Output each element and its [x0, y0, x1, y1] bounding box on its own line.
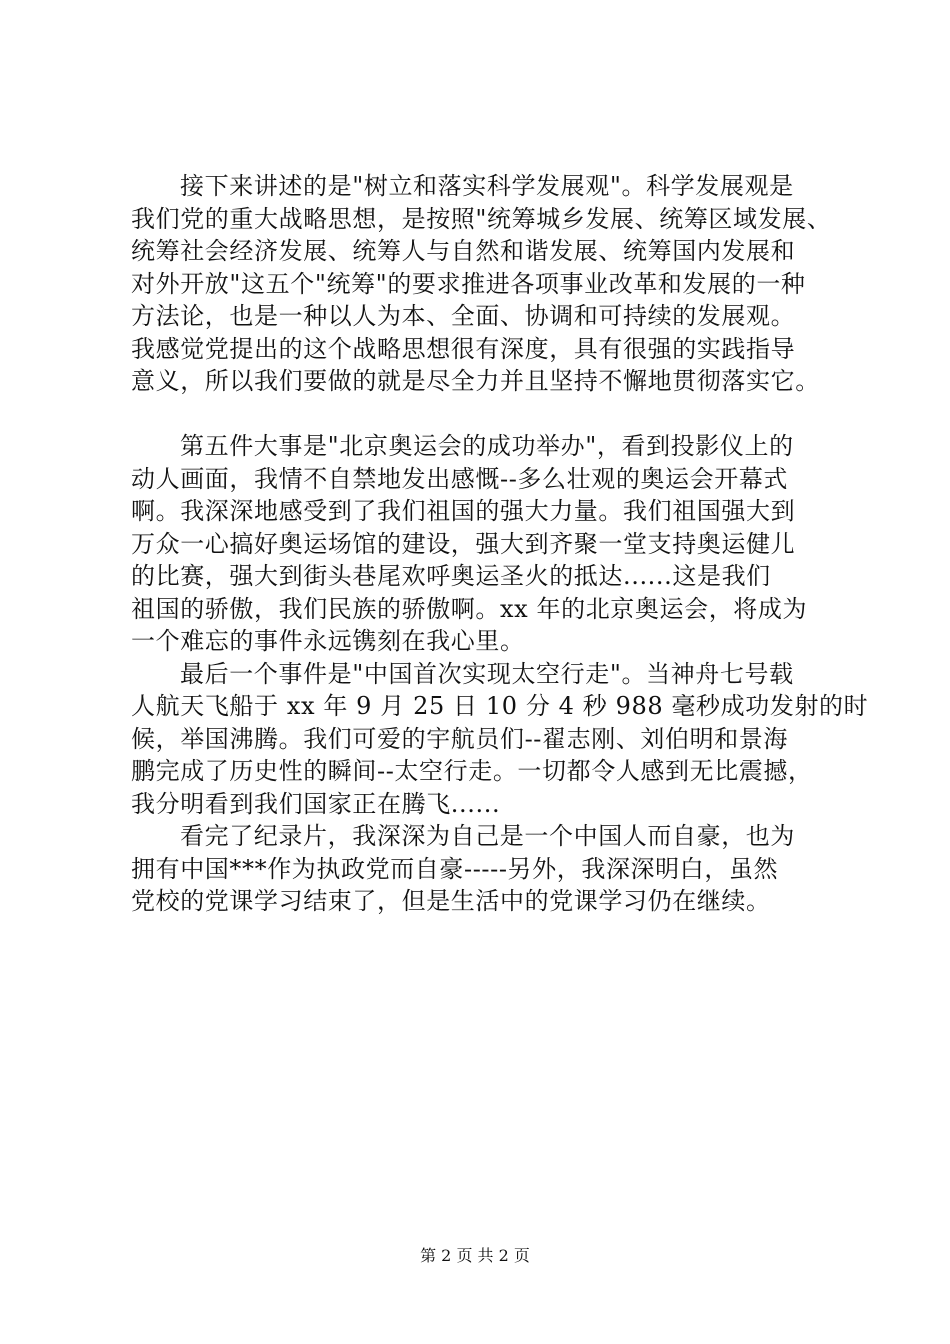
paragraph-line: 拥有中国***作为执政党而自豪-----另外，我深深明白，虽然 [131, 854, 779, 883]
paragraph-line: 意义，所以我们要做的就是尽全力并且坚持不懈地贯彻落实它。 [131, 367, 820, 395]
paragraph-line: 鹏完成了历史性的瞬间--太空行走。一切都令人感到无比震撼， [131, 757, 813, 785]
paragraph-line: 一个难忘的事件永远镌刻在我心里。 [131, 627, 525, 655]
paragraph-line: 人航天飞船于 xx 年 9 月 25 日 10 分 4 秒 988 毫秒成功发射的时 [131, 692, 869, 720]
paragraph-line: 动人画面，我情不自禁地发出感慨--多么壮观的奥运会开幕式 [131, 464, 789, 493]
paragraph-line: 接下来讲述的是"树立和落实科学发展观"。科学发展观是 [180, 172, 794, 200]
paragraph-line: 统筹社会经济发展、统筹人与自然和谐发展、统筹国内发展和 [131, 237, 796, 265]
paragraph-line: 万众一心搞好奥运场馆的建设，强大到齐聚一堂支持奥运健儿 [131, 529, 796, 558]
paragraph-spacer [131, 398, 831, 431]
paragraph-line: 对外开放"这五个"统筹"的要求推进各项事业改革和发展的一种 [131, 269, 806, 298]
paragraph-spacewalk [131, 658, 869, 821]
page-number-footer: 第 2 页 共 2 页 [420, 1246, 530, 1265]
paragraph-science-outlook [131, 170, 831, 398]
document-body [131, 170, 869, 918]
paragraph-line: 看完了纪录片，我深深为自己是一个中国人而自豪，也为 [180, 822, 795, 850]
paragraph-olympics [131, 430, 831, 658]
paragraph-line: 最后一个事件是"中国首次实现太空行走"。当神舟七号载 [180, 659, 794, 688]
paragraph-line: 我感觉党提出的这个战略思想很有深度，具有很强的实践指导 [131, 334, 796, 363]
paragraph-line: 我分明看到我们国家正在腾飞...... [131, 789, 501, 818]
paragraph-line: 候，举国沸腾。我们可爱的宇航员们--翟志刚、刘伯明和景海 [131, 724, 789, 753]
paragraph-line: 祖国的骄傲，我们民族的骄傲啊。xx 年的北京奥运会，将成为 [131, 594, 808, 623]
paragraph-line: 的比赛，强大到街头巷尾欢呼奥运圣火的抵达......这是我们 [131, 562, 771, 590]
paragraph-line: 方法论，也是一种以人为本、全面、协调和可持续的发展观。 [131, 302, 796, 330]
paragraph-line: 啊。我深深地感受到了我们祖国的强大力量。我们祖国强大到 [131, 497, 796, 525]
paragraph-conclusion [131, 820, 831, 918]
paragraph-line: 第五件大事是"北京奥运会的成功举办"，看到投影仪上的 [180, 432, 794, 460]
paragraph-line: 党校的党课学习结束了，但是生活中的党课学习仍在继续。 [131, 887, 771, 915]
paragraph-line: 我们党的重大战略思想，是按照"统筹城乡发展、统筹区域发展、 [131, 204, 832, 233]
